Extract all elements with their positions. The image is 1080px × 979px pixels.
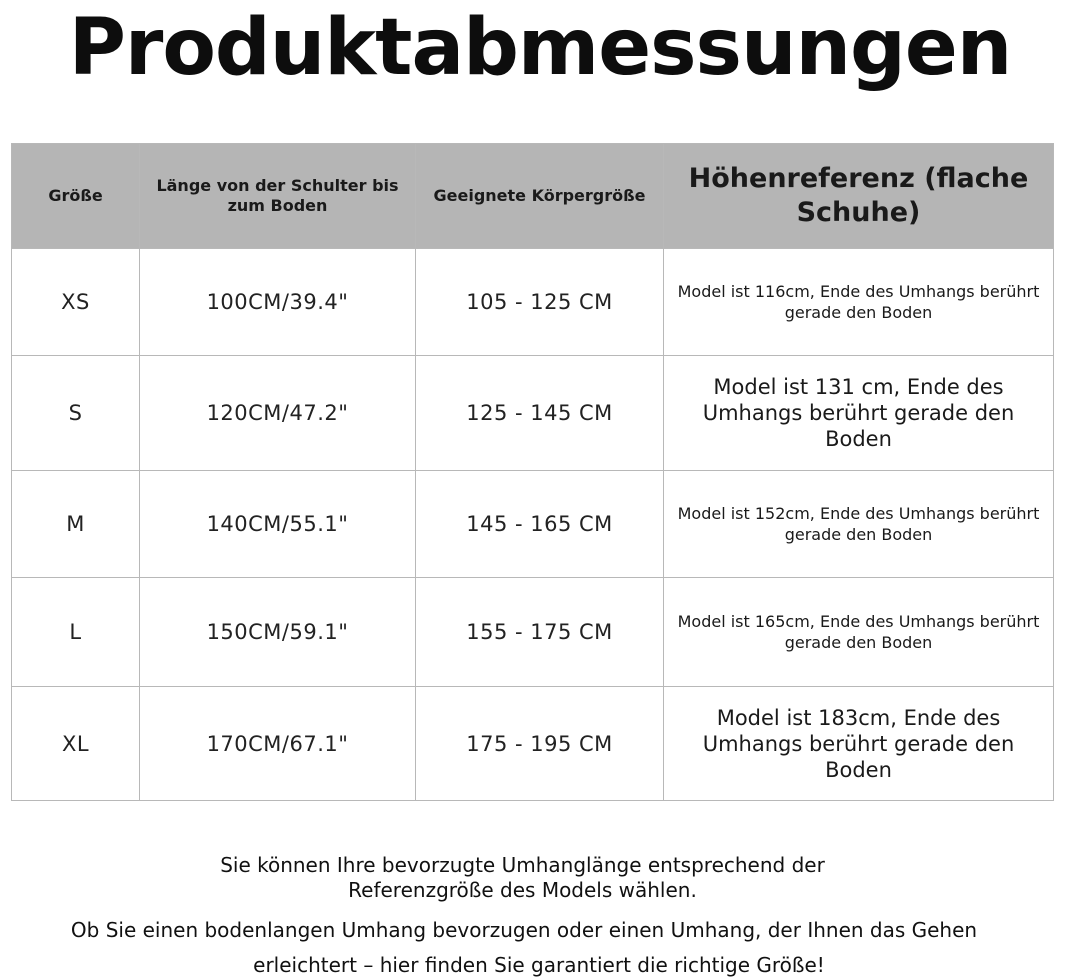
cell-reference: Model ist 131 cm, Ende des Umhangs berührt gerade den Boden — [664, 356, 1054, 471]
cell-reference: Model ist 183cm, Ende des Umhangs berührt gerade den Boden — [664, 687, 1054, 801]
footer-line: erleichtert – hier finden Sie garantiert die richtige Größe! — [253, 953, 825, 977]
header-height-reference: Höhenreferenz (flache Schuhe) — [664, 144, 1054, 249]
cell-length: 140CM/55.1" — [140, 471, 416, 578]
cell-length: 120CM/47.2" — [140, 356, 416, 471]
table-header — [12, 144, 1054, 249]
cell-length: 100CM/39.4" — [140, 249, 416, 356]
header-length: Länge von der Schulter bis zum Boden — [140, 144, 416, 249]
table-body — [12, 249, 1054, 801]
cell-size: M — [12, 471, 140, 578]
cell-reference: Model ist 116cm, Ende des Umhangs berührt gerade den Boden — [664, 249, 1054, 356]
cell-body-height: 155 - 175 CM — [416, 578, 664, 687]
header-body-height: Geeignete Körpergröße — [416, 144, 664, 249]
cell-body-height: 175 - 195 CM — [416, 687, 664, 801]
page-title: Produktabmessungen — [68, 3, 1012, 93]
cell-body-height: 105 - 125 CM — [416, 249, 664, 356]
footer-line: Ob Sie einen bodenlangen Umhang bevorzugen oder einen Umhang, der Ihnen das Gehen — [70, 918, 978, 942]
cell-reference: Model ist 165cm, Ende des Umhangs berührt gerade den Boden — [664, 578, 1054, 687]
cell-body-height: 145 - 165 CM — [416, 471, 664, 578]
table-row — [12, 249, 1054, 356]
cell-length: 150CM/59.1" — [140, 578, 416, 687]
cell-length: 170CM/67.1" — [140, 687, 416, 801]
cell-reference: Model ist 152cm, Ende des Umhangs berührt gerade den Boden — [664, 471, 1054, 578]
cell-size: S — [12, 356, 140, 471]
table-row — [12, 687, 1054, 801]
footer-line: Sie können Ihre bevorzugte Umhanglänge entsprechend der — [220, 853, 825, 877]
cell-size: XL — [12, 687, 140, 801]
header-size: Größe — [12, 144, 140, 249]
footer-line: Referenzgröße des Models wählen. — [348, 878, 697, 902]
cell-body-height: 125 - 145 CM — [416, 356, 664, 471]
cell-size: L — [12, 578, 140, 687]
table-header-row — [12, 144, 1054, 249]
table-row — [12, 356, 1054, 471]
table-row — [12, 471, 1054, 578]
size-chart-table — [11, 143, 1054, 801]
table-row — [12, 578, 1054, 687]
cell-size: XS — [12, 249, 140, 356]
